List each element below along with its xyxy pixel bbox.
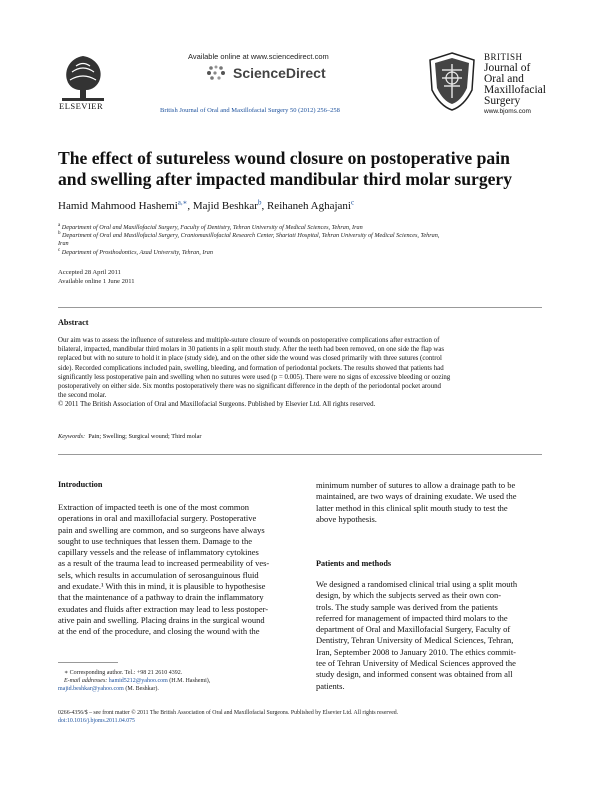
footnote-rule — [58, 662, 118, 663]
elsevier-tree-icon — [58, 52, 108, 102]
author-name: Reihaneh Aghajani — [266, 200, 351, 212]
author-name: Majid Beshkar — [192, 200, 258, 212]
keywords — [58, 433, 202, 440]
bjoms-line-5: Surgery — [484, 95, 521, 107]
elsevier-logo — [58, 52, 108, 110]
abstract-line: the second molar. — [58, 392, 107, 400]
author-affil-sup: a,∗ — [177, 198, 188, 207]
sciencedirect-dots-icon — [205, 64, 231, 82]
doi-line[interactable]: doi:10.1016/j.bjoms.2011.04.075 — [58, 717, 135, 724]
title-line-1: The effect of sutureless wound closure on postoperative pain — [58, 148, 510, 168]
abstract-line: bilateral, impacted, mandibular third molars in 30 patients in a split mouth study. After the teeth had been removed, on one side the flap was — [58, 346, 445, 354]
article-dates — [58, 269, 135, 286]
article-title — [58, 148, 558, 190]
author-name: Hamid Mahmood Hashemi — [58, 200, 178, 212]
abstract-heading: Abstract — [58, 318, 89, 327]
affiliations — [58, 224, 558, 257]
abstract-line: significantly less postoperative pain and swelling when no sutures were used (p = 0.005). There were no signs of excessive bleeding or oozing — [58, 373, 451, 381]
bjoms-crest-icon — [424, 50, 480, 112]
affiliation-b: $^b$ Department of Oral and Maxillofacial Surgery, Craniomaxillofacial Research Center, Shariati Hospital, Tehran University of Medical Sciences, Tehran, — [58, 231, 440, 240]
author-list: Hamid Mahmood Hashemi$^{a,∗}$, Majid Beshkar$^b$, Reihaneh Aghajani$^c$ — [58, 198, 355, 212]
bjoms-line-4: Maxillofacial — [484, 84, 546, 96]
author-affil-sup: c — [350, 198, 355, 207]
keywords-list: Pain; Swelling; Surgical wound; Third molar — [88, 433, 202, 440]
affiliation-a: $^a$ Department of Oral and Maxillofacial Surgery, Faculty of Dentistry, Tehran University of Medical Sciences, Tehran, Iran — [58, 222, 363, 231]
bjoms-line-1: BRITISH — [484, 52, 523, 62]
abstract-body — [58, 336, 542, 410]
email-link[interactable]: hamid5212@yahoo.com — [108, 677, 168, 684]
keywords-label: Keywords: — [58, 433, 86, 440]
patients-heading: Patients and methods — [316, 559, 392, 568]
bjoms-logo — [424, 50, 554, 120]
available-online: Available online at www.sciencedirect.com — [188, 52, 329, 61]
bjoms-line-2: Journal of — [484, 62, 531, 74]
abstract-line: Our aim was to assess the influence of sutureless and multiple-suture closure of wounds on postoperative complications after extraction of — [58, 337, 440, 344]
copyright-line: © 2011 The British Association of Oral and Maxillofacial Surgeons. Published by Elsevier Ltd. All rights reserved. — [58, 401, 376, 409]
intro-body: Extraction of impacted teeth is one of the most common operations in oral and maxillofacial surgery. Postoperative pain and swelling are common, and so surgeons have always sought to use techniques that lessen them. Damage to the capillary vessels and the release of inflammatory cytokines as a result of the trauma lead to increased permeability of ves- sels, which results in accumulation of serosanguinous fluid and exudate.¹ With this in mind, it is plausible to hypothesise that the maintenance of a pathway to drain the inflammatory exudates and fluids after extraction may lead to less postoper- ative pain and swelling. Placing drains in the surgical wound at the end of the procedure, and closing the wound with the — [58, 502, 270, 637]
accepted-date: Accepted 28 April 2011 — [58, 269, 121, 276]
sciencedirect-wordmark: ScienceDirect — [233, 65, 326, 81]
author-affil-sup: b — [257, 198, 262, 207]
email-link[interactable]: majid.beshkar@yahoo.com — [58, 685, 124, 692]
abstract-line: replaced but with no suture to hold it in place (study side), and on the other side the wound was closed primarily with three sutures (control — [58, 355, 442, 363]
bjoms-url: www.bjoms.com — [484, 108, 531, 115]
abstract-bottom-rule — [58, 454, 542, 455]
footnote: ∗ Corresponding author. Tel.: +98 21 2610 4392. E-mail addresses: hamid5212@yahoo.com (H.M. Hashemi), majid.beshkar@yahoo.com (M. Beshkar). — [64, 670, 298, 693]
right-col-body: minimum number of sutures to allow a drainage path to be maintained, are two ways of draining exudate. We used the latter method in this clinical split mouth study to test the above hypothesis. — [316, 480, 517, 524]
abstract-line: side). Recorded complications included pain, swelling, bleeding, and formation of periodontal pockets. The results showed that patients had — [58, 364, 444, 372]
patients-body: We designed a randomised clinical trial using a split mouth design, by which the subjects served as their own con- trols. The study sample was derived from the patients referred for management of impacted third molars to the department of Oral and Maxillofacial Surgery, Faculty of Dentistry, Tehran University of Medical Sciences, Tehran, Iran, September 2008 to January 2010. The ethics commit- tee of Tehran University of Medical Sciences approved the study design, and informed consent was obtained from all patients. — [316, 579, 518, 691]
abstract-top-rule — [58, 307, 542, 308]
corresponding-author: ∗ Corresponding author. Tel.: +98 21 2610 4392. — [64, 670, 183, 676]
intro-heading: Introduction — [58, 480, 103, 489]
elsevier-wordmark: ELSEVIER — [59, 101, 104, 111]
journal-reference: British Journal of Oral and Maxillofacial Surgery 50 (2012) 256–258 — [160, 107, 340, 114]
title-line-2: and swelling after impacted mandibular third molar surgery — [58, 169, 513, 189]
abstract-line: postoperatively on either side. Six months postoperatively there was no significant difference in the depth of the periodontal pocket around — [58, 383, 441, 391]
available-date: Available online 1 June 2011 — [58, 277, 135, 285]
issn-line: 0266-4356/$ – see front matter © 2011 The British Association of Oral and Maxillofacial Surgeons. Published by Elsevier Ltd. All rights reserved. — [58, 710, 399, 716]
affiliation-b-cont: Iran — [58, 240, 69, 248]
bjoms-line-3: Oral and — [484, 73, 524, 85]
page-footer — [58, 710, 398, 725]
affiliation-c: $^c$ Department of Prosthodontics, Azad University, Tehran, Iran — [58, 247, 213, 256]
